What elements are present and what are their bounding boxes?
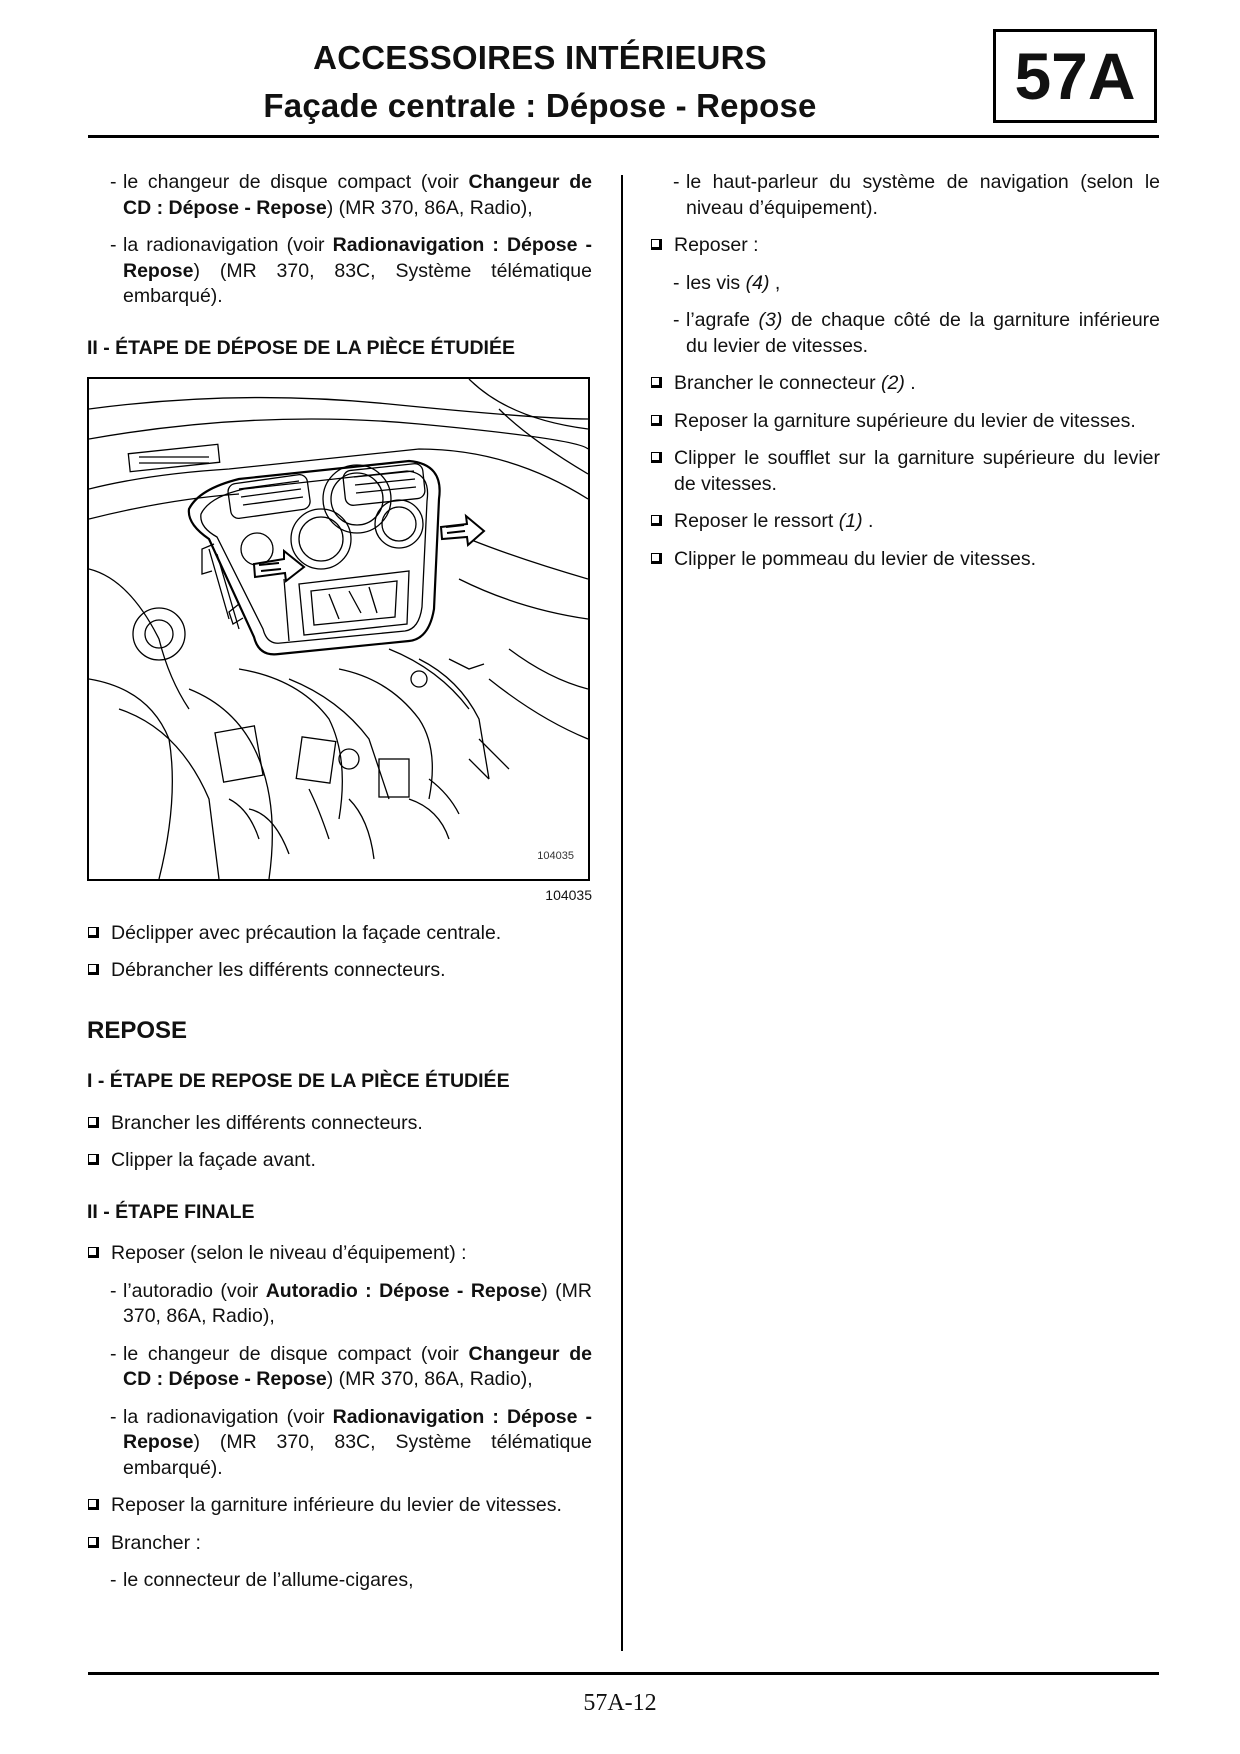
checkbox-bullet-icon <box>88 1247 99 1258</box>
section-heading-repose: REPOSE <box>87 1016 188 1044</box>
column-divider <box>621 175 623 1651</box>
list-item: Reposer : <box>650 233 1160 259</box>
technical-illustration <box>87 377 590 881</box>
checkbox-bullet-icon <box>651 553 662 564</box>
list-item: - le changeur de disque compact (voir Changeur de CD : Dépose - Repose) (MR 370, 86A, Radio), <box>87 1342 592 1393</box>
checkbox-bullet-icon <box>88 1154 99 1165</box>
right-column <box>650 170 1160 584</box>
checkbox-bullet-icon <box>88 1499 99 1510</box>
list-item: - les vis (4) , <box>650 271 1160 297</box>
list-item: Déclipper avec précaution la façade centrale. <box>87 921 592 947</box>
list-item: - le connecteur de l’allume-cigares, <box>87 1568 592 1594</box>
figure-inner-label: 104035 <box>537 849 574 862</box>
list-item: Brancher : <box>87 1531 592 1557</box>
section-heading-finale: II - ÉTAPE FINALE <box>87 1200 255 1223</box>
page-subtitle: Façade centrale : Dépose - Repose <box>263 87 817 124</box>
checkbox-bullet-icon <box>88 1117 99 1128</box>
list-item: - le changeur de disque compact (voir Changeur de CD : Dépose - Repose) (MR 370, 86A, Radio), <box>87 170 592 221</box>
checkbox-bullet-icon <box>651 415 662 426</box>
checkbox-bullet-icon <box>651 515 662 526</box>
list-item: - le haut-parleur du système de navigation (selon le niveau d’équipement). <box>650 170 1160 221</box>
checkbox-bullet-icon <box>88 927 99 938</box>
list-item: Clipper la façade avant. <box>87 1148 592 1174</box>
section-heading-depose: II - ÉTAPE DE DÉPOSE DE LA PIÈCE ÉTUDIÉE <box>87 336 515 359</box>
page-title: ACCESSOIRES INTÉRIEURS <box>313 39 767 76</box>
list-item: - l’autoradio (voir Autoradio : Dépose - Repose) (MR 370, 86A, Radio), <box>87 1279 592 1330</box>
list-item: - la radionavigation (voir Radionavigation : Dépose - Repose) (MR 370, 83C, Système télématique embarqué). <box>87 233 592 310</box>
footer-rule <box>88 1672 1159 1675</box>
list-item: Reposer le ressort (1) . <box>650 509 1160 535</box>
chapter-badge: 57A <box>993 29 1157 123</box>
list-item: Brancher les différents connecteurs. <box>87 1111 592 1137</box>
figure-caption: 104035 <box>545 887 592 903</box>
list-item: Brancher le connecteur (2) . <box>650 371 1160 397</box>
document-header <box>90 34 990 130</box>
list-item: Reposer (selon le niveau d’équipement) : <box>87 1241 592 1267</box>
left-column <box>87 170 592 1606</box>
list-item: - l’agrafe (3) de chaque côté de la garniture inférieure du levier de vitesses. <box>650 308 1160 359</box>
section-heading-repose-step: I - ÉTAPE DE REPOSE DE LA PIÈCE ÉTUDIÉE <box>87 1070 510 1092</box>
list-item: Clipper le soufflet sur la garniture supérieure du levier de vitesses. <box>650 446 1160 497</box>
list-item: Débrancher les différents connecteurs. <box>87 958 592 984</box>
checkbox-bullet-icon <box>651 377 662 388</box>
list-item: Clipper le pommeau du levier de vitesses. <box>650 547 1160 573</box>
checkbox-bullet-icon <box>88 964 99 975</box>
page-number: 57A-12 <box>583 1690 657 1716</box>
dashboard-drawing <box>89 379 588 879</box>
header-rule <box>88 135 1159 138</box>
checkbox-bullet-icon <box>651 452 662 463</box>
list-item: - la radionavigation (voir Radionavigation : Dépose - Repose) (MR 370, 83C, Système télématique embarqué). <box>87 1405 592 1482</box>
list-item: Reposer la garniture supérieure du levier de vitesses. <box>650 409 1160 435</box>
list-item: Reposer la garniture inférieure du levier de vitesses. <box>87 1493 592 1519</box>
checkbox-bullet-icon <box>651 239 662 250</box>
checkbox-bullet-icon <box>88 1537 99 1548</box>
